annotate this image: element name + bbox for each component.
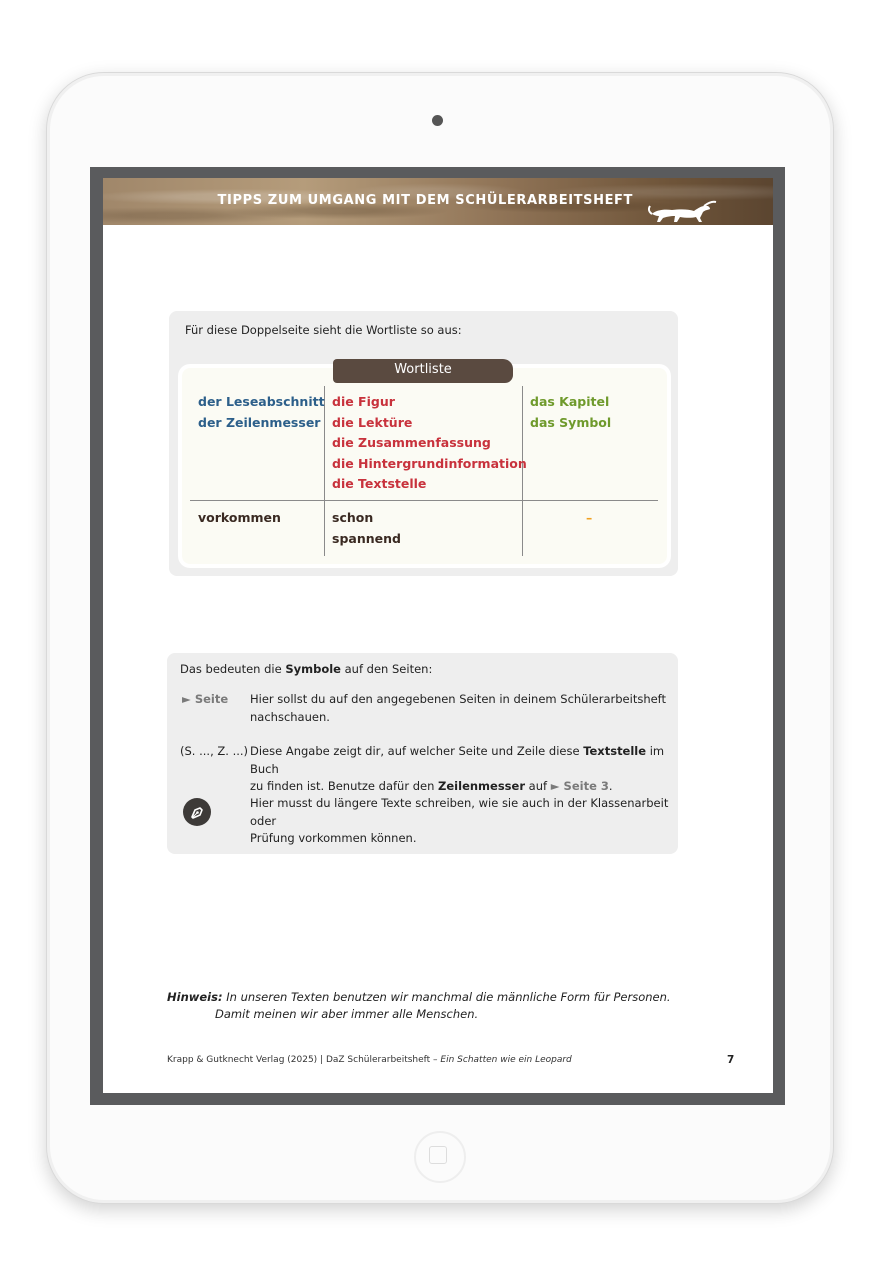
page-3-reference: ► Seite 3 [550,779,609,793]
home-button-icon [429,1146,447,1164]
neuter-nouns [530,392,611,433]
wordlist-label: Wortliste [394,362,452,377]
page-footer: Krapp & Gutknecht Verlag (2025) | DaZ Schülerarbeitsheft – Ein Schatten wie ein Leopard [167,1055,572,1065]
leopard-icon [648,200,718,224]
row-divider [190,500,658,501]
list-item: die Hintergrundinformation [332,455,527,471]
camera-dot [432,115,443,126]
page-reference-description: Hier sollst du auf den angegebenen Seiten in deinem Schülerarbeitsheft nachschauen. [250,692,667,724]
list-item: die Zusammenfassung [332,435,491,450]
text-location-symbol: (S. ..., Z. ...) [180,744,249,758]
text-location-description: Diese Angabe zeigt dir, auf welcher Seite und Zeile diese Textstelle im Buch zu finden ist. Benutze dafür den Zeilenmesser auf ► Seite 3. [250,744,665,793]
writing-task-description: Hier musst du längere Texte schreiben, wie sie auch in der Klassenarbeit oder Prüfung vorkommen können. [250,796,669,845]
wordlist-intro: Für diese Doppelseite sieht die Wortliste so aus: [185,323,462,337]
list-item: vorkommen [198,510,281,525]
list-item: das Symbol [530,414,612,430]
list-item: die Textstelle [332,476,427,491]
list-item: das Kapitel [530,394,610,409]
document-page [103,178,773,1093]
list-item: – [586,510,593,525]
page-banner [103,178,773,225]
feminine-nouns [332,392,527,495]
verbs [198,508,281,529]
pen-nib-icon [183,798,211,826]
list-item: der Leseabschnitt [198,394,325,409]
list-item: die Figur [332,394,395,409]
page-reference-symbol: ► Seite [182,692,229,706]
page-number: 7 [727,1054,735,1066]
banner-title: TIPPS ZUM UMGANG MIT DEM SCHÜLERARBEITSHEFT [217,193,633,208]
adverbs-adjectives [332,508,401,549]
masculine-nouns [198,392,325,433]
list-item: spannend [332,530,401,546]
list-item: die Lektüre [332,414,413,430]
list-item: schon [332,510,374,525]
list-item: der Zeilenmesser [198,414,321,430]
symbols-heading: Das bedeuten die Symbole auf den Seiten: [180,662,433,676]
empty-marker [586,508,592,529]
gender-hint: Hinweis: In unseren Texten benutzen wir manchmal die männliche Form für Personen. Damit meinen wir aber immer alle Menschen. [167,990,671,1021]
